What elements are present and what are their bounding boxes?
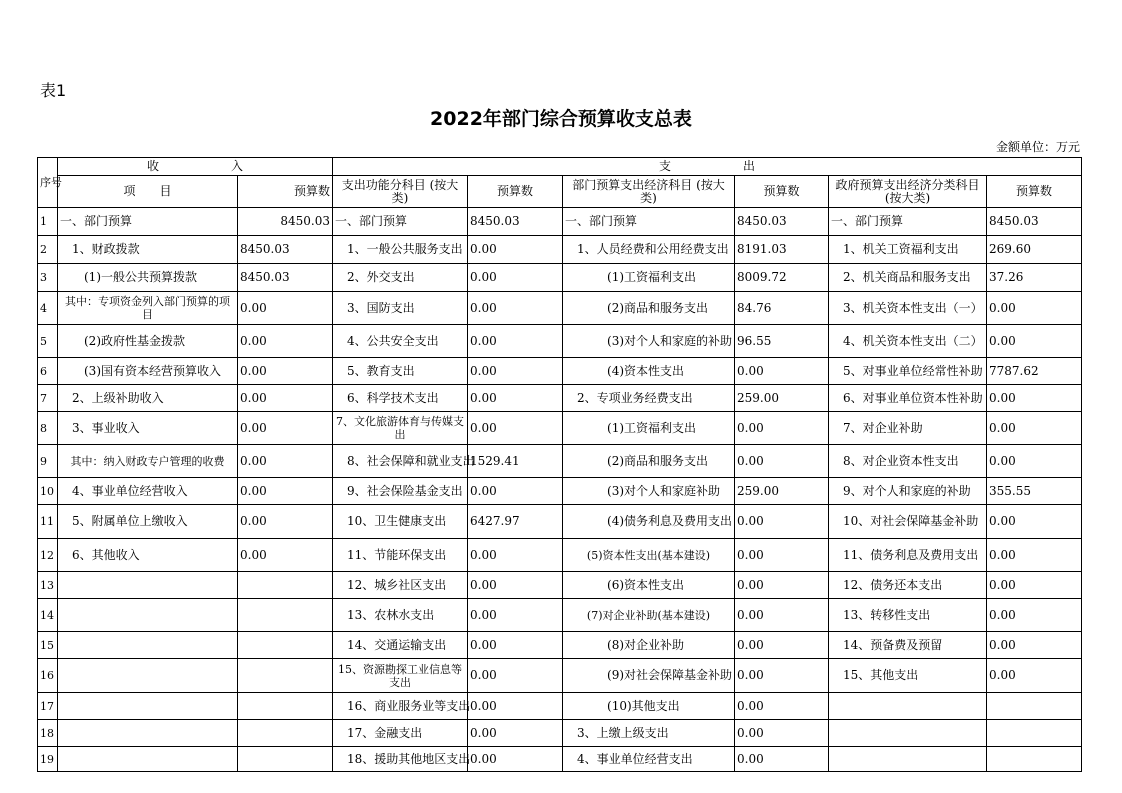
- dept-value: 0.00: [735, 445, 829, 478]
- income-value: 0.00: [238, 445, 333, 478]
- func-item: 8、社会保障和就业支出: [333, 445, 468, 478]
- dept-value: 96.55: [735, 325, 829, 358]
- row-seq: 6: [38, 358, 58, 385]
- header-income-group: 收 入: [58, 158, 333, 176]
- dept-item: (1)工资福利支出: [563, 412, 735, 445]
- func-item: 14、交通运输支出: [333, 632, 468, 659]
- table-row: [38, 264, 1082, 292]
- gov-value: 0.00: [987, 292, 1082, 325]
- income-value: [238, 659, 333, 693]
- gov-item: 7、对企业补助: [829, 412, 987, 445]
- gov-item: 10、对社会保障基金补助: [829, 505, 987, 539]
- dept-item: (10)其他支出: [563, 693, 735, 720]
- income-item: 其中：纳入财政专户管理的收费: [58, 445, 238, 478]
- dept-value: 0.00: [735, 539, 829, 572]
- table-row: [38, 385, 1082, 412]
- dept-item: 3、上缴上级支出: [563, 720, 735, 747]
- row-seq: 1: [38, 208, 58, 236]
- func-item: 7、文化旅游体育与传媒支出: [333, 412, 468, 445]
- gov-value: [987, 747, 1082, 772]
- func-item: 一、部门预算: [333, 208, 468, 236]
- row-seq: 17: [38, 693, 58, 720]
- row-seq: 10: [38, 478, 58, 505]
- gov-item: 4、机关资本性支出（二）: [829, 325, 987, 358]
- income-item: [58, 572, 238, 599]
- budget-summary-table: [37, 157, 1082, 772]
- func-item: 13、农林水支出: [333, 599, 468, 632]
- dept-value: 8450.03: [735, 208, 829, 236]
- dept-item: (7)对企业补助(基本建设): [563, 599, 735, 632]
- dept-item: (2)商品和服务支出: [563, 292, 735, 325]
- amount-unit: 金额单位：万元: [995, 140, 1080, 154]
- header-func-budget: 预算数: [468, 176, 563, 208]
- dept-value: 0.00: [735, 358, 829, 385]
- row-seq: 15: [38, 632, 58, 659]
- income-item: 2、上级补助收入: [58, 385, 238, 412]
- func-value: 0.00: [468, 264, 563, 292]
- dept-value: 259.00: [735, 385, 829, 412]
- gov-value: 0.00: [987, 445, 1082, 478]
- row-seq: 13: [38, 572, 58, 599]
- income-item: 5、附属单位上缴收入: [58, 505, 238, 539]
- gov-value: 0.00: [987, 412, 1082, 445]
- gov-item: [829, 747, 987, 772]
- income-value: 0.00: [238, 412, 333, 445]
- income-item: 4、事业单位经营收入: [58, 478, 238, 505]
- dept-item: (1)工资福利支出: [563, 264, 735, 292]
- func-item: 12、城乡社区支出: [333, 572, 468, 599]
- func-item: 11、节能环保支出: [333, 539, 468, 572]
- header-seq: 序号: [38, 158, 58, 208]
- row-seq: 8: [38, 412, 58, 445]
- table-row: [38, 599, 1082, 632]
- income-value: 0.00: [238, 385, 333, 412]
- income-value: 8450.03: [238, 208, 333, 236]
- income-item: (2)政府性基金拨款: [58, 325, 238, 358]
- func-item: 9、社会保险基金支出: [333, 478, 468, 505]
- func-value: 0.00: [468, 478, 563, 505]
- header-item: 项 目: [58, 176, 238, 208]
- income-value: 0.00: [238, 325, 333, 358]
- dept-value: 0.00: [735, 572, 829, 599]
- dept-item: (8)对企业补助: [563, 632, 735, 659]
- func-value: 0.00: [468, 539, 563, 572]
- func-value: 0.00: [468, 632, 563, 659]
- func-value: 8450.03: [468, 208, 563, 236]
- dept-item: (5)资本性支出(基本建设): [563, 539, 735, 572]
- income-item: [58, 632, 238, 659]
- header-income-budget: 预算数: [238, 176, 333, 208]
- gov-value: 37.26: [987, 264, 1082, 292]
- income-item: 3、事业收入: [58, 412, 238, 445]
- gov-item: 11、债务利息及费用支出: [829, 539, 987, 572]
- header-gov-econ: 政府预算支出经济分类科目 (按大类): [829, 176, 987, 208]
- row-seq: 3: [38, 264, 58, 292]
- gov-item: [829, 693, 987, 720]
- gov-value: 0.00: [987, 572, 1082, 599]
- func-value: 6427.97: [468, 505, 563, 539]
- dept-item: (4)资本性支出: [563, 358, 735, 385]
- func-item: 3、国防支出: [333, 292, 468, 325]
- income-item: (1)一般公共预算拨款: [58, 264, 238, 292]
- gov-item: 一、部门预算: [829, 208, 987, 236]
- table-row: [38, 236, 1082, 264]
- page-title: 2022年部门综合预算收支总表: [430, 108, 692, 130]
- func-item: 16、商业服务业等支出: [333, 693, 468, 720]
- table-row: [38, 325, 1082, 358]
- income-value: [238, 747, 333, 772]
- func-item: 17、金融支出: [333, 720, 468, 747]
- row-seq: 9: [38, 445, 58, 478]
- gov-item: 2、机关商品和服务支出: [829, 264, 987, 292]
- income-value: 8450.03: [238, 236, 333, 264]
- income-value: 0.00: [238, 539, 333, 572]
- dept-value: 259.00: [735, 478, 829, 505]
- dept-value: 0.00: [735, 747, 829, 772]
- gov-item: [829, 720, 987, 747]
- gov-item: 12、债务还本支出: [829, 572, 987, 599]
- header-expense-group: 支 出: [333, 158, 1082, 176]
- header-dept-econ: 部门预算支出经济科目 (按大类): [563, 176, 735, 208]
- income-value: [238, 572, 333, 599]
- table-row: [38, 478, 1082, 505]
- gov-item: 5、对事业单位经常性补助: [829, 358, 987, 385]
- func-value: 0.00: [468, 292, 563, 325]
- gov-value: 0.00: [987, 385, 1082, 412]
- income-value: 8450.03: [238, 264, 333, 292]
- row-seq: 19: [38, 747, 58, 772]
- func-item: 5、教育支出: [333, 358, 468, 385]
- gov-item: 13、转移性支出: [829, 599, 987, 632]
- dept-item: (3)对个人和家庭补助: [563, 478, 735, 505]
- table-row: [38, 505, 1082, 539]
- income-item: [58, 747, 238, 772]
- dept-value: 8191.03: [735, 236, 829, 264]
- dept-value: 0.00: [735, 505, 829, 539]
- header-dept-budget: 预算数: [735, 176, 829, 208]
- func-value: 0.00: [468, 599, 563, 632]
- gov-value: 355.55: [987, 478, 1082, 505]
- row-seq: 2: [38, 236, 58, 264]
- income-item: (3)国有资本经营预算收入: [58, 358, 238, 385]
- row-seq: 5: [38, 325, 58, 358]
- table-row: [38, 358, 1082, 385]
- gov-item: 9、对个人和家庭的补助: [829, 478, 987, 505]
- gov-value: 7787.62: [987, 358, 1082, 385]
- table-row: [38, 659, 1082, 693]
- gov-value: 0.00: [987, 505, 1082, 539]
- gov-value: 0.00: [987, 632, 1082, 659]
- gov-value: [987, 693, 1082, 720]
- gov-value: 0.00: [987, 599, 1082, 632]
- table-number: 表1: [40, 81, 67, 100]
- dept-item: 1、人员经费和公用经费支出: [563, 236, 735, 264]
- income-value: 0.00: [238, 358, 333, 385]
- dept-item: (9)对社会保障基金补助: [563, 659, 735, 693]
- dept-value: 84.76: [735, 292, 829, 325]
- dept-value: 0.00: [735, 693, 829, 720]
- gov-value: 0.00: [987, 325, 1082, 358]
- header-func-subject: 支出功能分科目 (按大类): [333, 176, 468, 208]
- row-seq: 16: [38, 659, 58, 693]
- income-item: [58, 693, 238, 720]
- income-item: [58, 659, 238, 693]
- income-value: [238, 693, 333, 720]
- func-value: 0.00: [468, 693, 563, 720]
- func-item: 15、资源勘探工业信息等支出: [333, 659, 468, 693]
- gov-value: 0.00: [987, 659, 1082, 693]
- gov-value: 269.60: [987, 236, 1082, 264]
- table-row: [38, 208, 1082, 236]
- row-seq: 12: [38, 539, 58, 572]
- func-value: 0.00: [468, 236, 563, 264]
- dept-item: 一、部门预算: [563, 208, 735, 236]
- func-item: 4、公共安全支出: [333, 325, 468, 358]
- func-value: 0.00: [468, 659, 563, 693]
- dept-value: 0.00: [735, 632, 829, 659]
- table-row: [38, 445, 1082, 478]
- dept-value: 0.00: [735, 720, 829, 747]
- func-value: 0.00: [468, 358, 563, 385]
- table-row: [38, 539, 1082, 572]
- dept-item: (6)资本性支出: [563, 572, 735, 599]
- dept-item: 2、专项业务经费支出: [563, 385, 735, 412]
- income-value: [238, 720, 333, 747]
- func-item: 18、援助其他地区支出: [333, 747, 468, 772]
- dept-value: 8009.72: [735, 264, 829, 292]
- gov-item: 6、对事业单位资本性补助: [829, 385, 987, 412]
- table-row: [38, 747, 1082, 772]
- dept-value: 0.00: [735, 599, 829, 632]
- income-item: 一、部门预算: [58, 208, 238, 236]
- table-row: [38, 412, 1082, 445]
- gov-item: 1、机关工资福利支出: [829, 236, 987, 264]
- row-seq: 4: [38, 292, 58, 325]
- table-row: [38, 720, 1082, 747]
- func-value: 0.00: [468, 747, 563, 772]
- func-value: 0.00: [468, 720, 563, 747]
- table-row: [38, 572, 1082, 599]
- table-row: [38, 693, 1082, 720]
- gov-value: 0.00: [987, 539, 1082, 572]
- func-item: 10、卫生健康支出: [333, 505, 468, 539]
- gov-value: [987, 720, 1082, 747]
- income-item: 其中：专项资金列入部门预算的项目: [58, 292, 238, 325]
- income-value: 0.00: [238, 505, 333, 539]
- func-value: 0.00: [468, 325, 563, 358]
- income-value: [238, 599, 333, 632]
- row-seq: 18: [38, 720, 58, 747]
- dept-item: (3)对个人和家庭的补助: [563, 325, 735, 358]
- dept-item: 4、事业单位经营支出: [563, 747, 735, 772]
- func-value: 0.00: [468, 385, 563, 412]
- income-value: 0.00: [238, 292, 333, 325]
- gov-item: 15、其他支出: [829, 659, 987, 693]
- header-gov-budget: 预算数: [987, 176, 1082, 208]
- gov-item: 8、对企业资本性支出: [829, 445, 987, 478]
- income-item: 1、财政拨款: [58, 236, 238, 264]
- income-item: 6、其他收入: [58, 539, 238, 572]
- dept-item: (4)债务利息及费用支出: [563, 505, 735, 539]
- row-seq: 14: [38, 599, 58, 632]
- gov-item: 3、机关资本性支出（一）: [829, 292, 987, 325]
- gov-value: 8450.03: [987, 208, 1082, 236]
- func-item: 1、一般公共服务支出: [333, 236, 468, 264]
- func-value: 0.00: [468, 412, 563, 445]
- func-item: 6、科学技术支出: [333, 385, 468, 412]
- dept-value: 0.00: [735, 659, 829, 693]
- func-value: 1529.41: [468, 445, 563, 478]
- dept-item: (2)商品和服务支出: [563, 445, 735, 478]
- func-item: 2、外交支出: [333, 264, 468, 292]
- dept-value: 0.00: [735, 412, 829, 445]
- gov-item: 14、预备费及预留: [829, 632, 987, 659]
- table-row: [38, 632, 1082, 659]
- row-seq: 7: [38, 385, 58, 412]
- income-item: [58, 599, 238, 632]
- income-value: 0.00: [238, 478, 333, 505]
- row-seq: 11: [38, 505, 58, 539]
- income-value: [238, 632, 333, 659]
- table-row: [38, 292, 1082, 325]
- func-value: 0.00: [468, 572, 563, 599]
- income-item: [58, 720, 238, 747]
